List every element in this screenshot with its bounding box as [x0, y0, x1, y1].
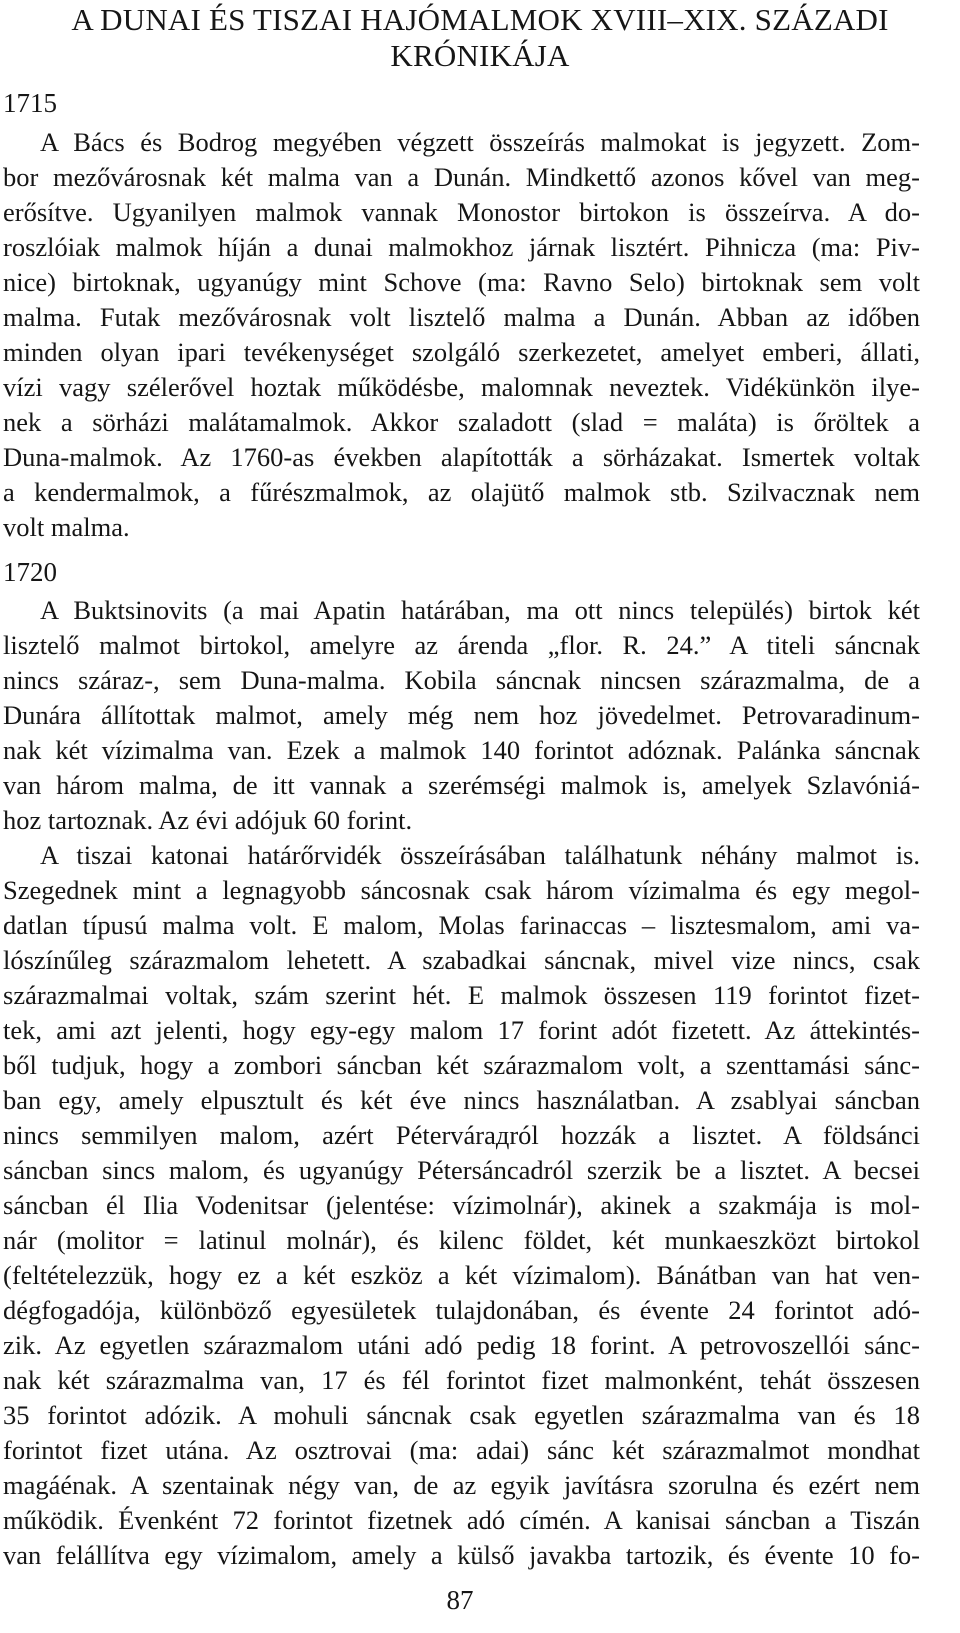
text-line: bor mezővárosnak két malma van a Dunán. Mindkettő azonos kővel van meg- — [3, 162, 920, 192]
text-line: sáncban sincs malom, és ugyanúgy Pétersáncadról szerzik be a lisztet. A becsei — [3, 1155, 920, 1185]
text-line: a kendermalmok, a fűrészmalmok, az olajütő malmok stb. Szilvacznak nem — [3, 477, 920, 507]
text-line: ből tudjuk, hogy a zombori sáncban két szárazmalom volt, a szenttamási sánc- — [3, 1050, 920, 1080]
chapter-title-line-1: A DUNAI ÉS TISZAI HAJÓMALMOK XVIII–XIX. SZÁZADI — [71, 2, 889, 37]
text-line: A Bács és Bodrog megyében végzett összeírás malmokat is jegyzett. Zom- — [40, 127, 920, 157]
chapter-title-line-2: KRÓNIKÁJA — [390, 38, 570, 73]
text-line: lószínűleg szárazmalom lehetett. A szabadkai sáncnak, mivel vize nincs, csak — [3, 945, 920, 975]
text-line: működik. Évenként 72 forintot fizetnek adó címén. A kanisai sáncban a Tiszán — [3, 1505, 920, 1535]
text-line: A Buktsinovits (a mai Apatin határában, ma ott nincs település) birtok két — [40, 595, 920, 625]
text-line: nek a sörházi malátamalmok. Akkor szaladott (slad = maláta) is őröltek a — [3, 407, 920, 437]
text-line: van három malma, de itt vannak a szerémségi malmok is, amelyek Szlavóniá- — [3, 770, 920, 800]
text-line: tek, ami azt jelenti, hogy egy-egy malom 17 forint adót fizetett. Az áttekintés- — [3, 1015, 920, 1045]
text-line: nice) birtoknak, ugyanúgy mint Schove (ma: Ravno Selo) birtoknak sem volt — [3, 267, 920, 297]
text-line: nak két vízimalma van. Ezek a malmok 140 forintot adóznak. Palánka sáncnak — [3, 735, 920, 765]
text-line: minden olyan ipari tevékenységet szolgáló szerkezetet, amelyet emberi, állati, — [3, 337, 920, 367]
text-line: nár (molitor = latinul molnár), és kilenc földet, két munkaeszközt birtokol — [3, 1225, 920, 1255]
section-year-1720: 1720 — [3, 557, 57, 587]
text-line: vízi vagy szélerővel hoztak működésbe, malomnak neveztek. Vidékünkön ilye- — [3, 372, 920, 402]
text-line: magáénak. A szentainak négy van, de az egyik javításra szorulna és ezért nem — [3, 1470, 920, 1500]
chapter-title — [40, 2, 920, 74]
text-line: hoz tartoznak. Az évi adójuk 60 forint. — [3, 805, 413, 835]
text-line: malma. Futak mezővárosnak volt lisztelő malma a Dunán. Abban az időben — [3, 302, 920, 332]
text-line: dégfogadója, különböző egyesületek tulajdonában, és évente 24 forintot adó- — [3, 1295, 920, 1325]
text-line: A tiszai katonai határőrvidék összeírásában találhatunk néhány malmot is. — [40, 840, 920, 870]
text-line: datlan típusú malma volt. E malom, Molas farinaccas – lisztesmalom, ami va- — [3, 910, 920, 940]
text-line: zik. Az egyetlen szárazmalom utáni adó pedig 18 forint. A petrovoszellói sánc- — [3, 1330, 920, 1360]
text-line: szárazmalmai voltak, szám szerint hét. E malmok összesen 119 forintot fizet- — [3, 980, 920, 1010]
text-line: ban egy, amely elpusztult és két éve nincs használatban. A zsablyai sáncban — [3, 1085, 920, 1115]
text-line: van felállítva egy vízimalom, amely a külső javakba tartozik, és évente 10 fo- — [3, 1540, 920, 1570]
text-line: forintot fizet utána. Az osztrovai (ma: adai) sánc két szárazmalmot mondhat — [3, 1435, 920, 1465]
text-line: volt malma. — [3, 512, 130, 542]
text-line: (feltételezzük, hogy ez a két eszköz a két vízimalom). Bánátban van hat ven- — [3, 1260, 920, 1290]
text-line: erősítve. Ugyanilyen malmok vannak Monostor birtokon is összeírva. A do- — [3, 197, 920, 227]
text-line: nincs semmilyen malom, azért Pétervárадról hozzák a lisztet. A földsánci — [3, 1120, 920, 1150]
text-line: Szegednek mint a legnagyobb sáncosnak csak három vízimalma és egy megol- — [3, 875, 920, 905]
text-line: Duna-malmok. Az 1760-as években alapították a sörházakat. Ismertek voltak — [3, 442, 920, 472]
text-line: 35 forintot adózik. A mohuli sáncnak csak egyetlen szárazmalma van és 18 — [3, 1400, 920, 1430]
text-line: nincs száraz-, sem Duna-malma. Kobila sáncnak nincsen szárazmalma, de a — [3, 665, 920, 695]
text-line: nak két szárazmalma van, 17 és fél forintot fizet malmonként, tehát összesen — [3, 1365, 920, 1395]
text-line: Dunára állítottak malmot, amely még nem hoz jövedelmet. Petrovaradinum- — [3, 700, 920, 730]
section-year-1715: 1715 — [3, 88, 57, 118]
text-line: lisztelő malmot birtokol, amelyre az árenda „flor. R. 24.” A titeli sáncnak — [3, 630, 920, 660]
text-line: roszlóiak malmok híján a dunai malmokhoz járnak lisztért. Pihnicza (ma: Piv- — [3, 232, 920, 262]
text-line: sáncban él Ilia Vodenitsar (jelentése: vízimolnár), akinek a szakmája is mol- — [3, 1190, 920, 1220]
page-number: 87 — [446, 1585, 474, 1615]
